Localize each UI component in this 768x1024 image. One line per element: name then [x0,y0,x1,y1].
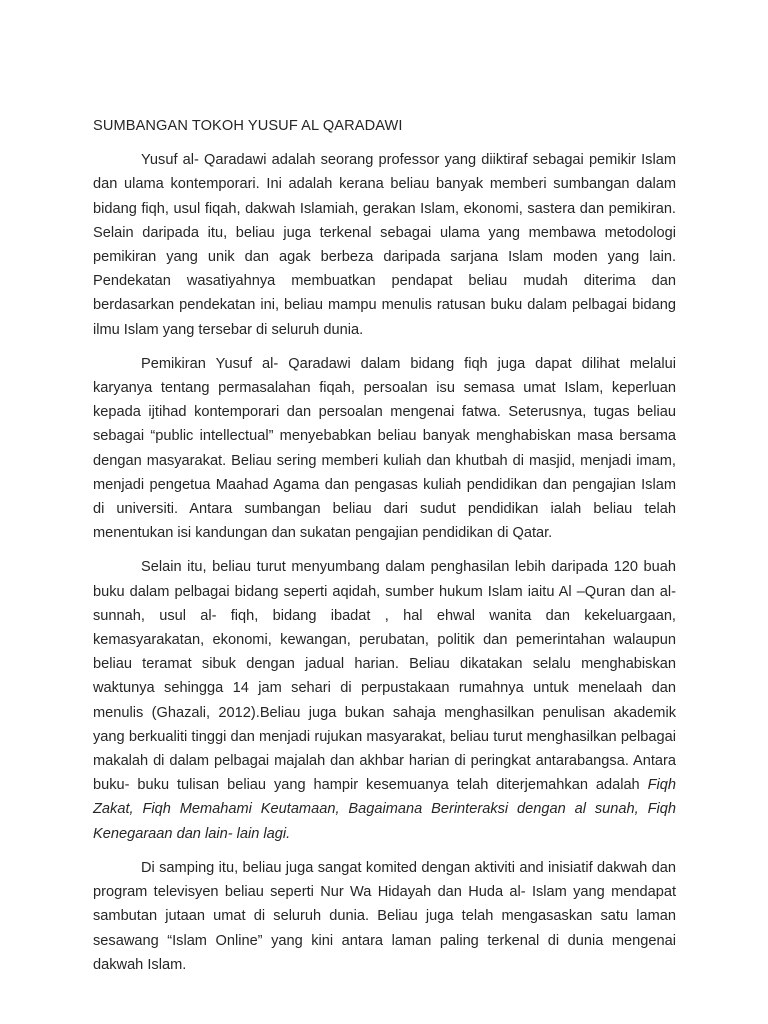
paragraph-3-text: Selain itu, beliau turut menyumbang dalam penghasilan lebih daripada 120 buah buku dalam pelbagai bidang seperti aqidah, sumber hukum Islam iaitu Al –Quran dan al-sunnah, usul al- fiqh, bidang ibadat , hal ehwal wanita dan kekeluargaan, kemasyarakatan, ekonomi, kewangan, perubatan, politik dan pemerintahan walaupun beliau teramat sibuk dengan jadual harian. Beliau dikatakan selalu menghabiskan waktunya sehingga 14 jam sehari di perpustakaan rumahnya untuk menelaah dan menulis (Ghazali, 2012).Beliau juga bukan sahaja menghasilkan penulisan akademik yang berkualiti tinggi dan menjadi rujukan masyarakat, beliau turut menghasilkan pelbagai makalah di dalam pelbagai majalah dan akhbar harian di peringkat antarabangsa. Antara buku- buku tulisan beliau yang hampir kesemuanya telah diterjemahkan adalah [93,559,676,794]
paragraph-4-text: Di samping itu, beliau juga sangat komited dengan aktiviti and inisiatif dakwah dan program televisyen beliau seperti Nur Wa Hidayah dan Huda al- Islam yang mendapat sambutan jutaan umat di seluruh dunia. Beliau juga telah mengasaskan satu laman sesawang “Islam Online” yang kini antara laman paling terkenal di dunia mengenai dakwah Islam. [93,859,676,973]
paragraph-3-book-titles: Fiqh Zakat, Fiqh Memahami Keutamaan, Bagaimana Berinteraksi dengan al sunah, Fiqh Kenegaraan dan lain- lain lagi. [93,777,676,842]
paragraph-2-text: Pemikiran Yusuf al- Qaradawi dalam bidang fiqh juga dapat dilihat melalui karyanya tentang permasalahan fiqah, persoalan isu semasa umat Islam, keperluan kepada ijtihad kontemporari dan persoalan mengenai fatwa. Seterusnya, tugas beliau sebagai “public intellectual” menyebabkan beliau banyak menghabiskan masa bersama dengan masyarakat. Beliau sering memberi kuliah dan khutbah di masjid, menjadi imam, menjadi pengetua Maahad Agama dan pengasas kuliah pendidikan dan pengajian Islam di universiti. Antara sumbangan beliau dari sudut pendidikan ialah beliau telah menentukan isi kandungan dan sukatan pengajian pendidikan di Qatar. [93,355,676,542]
paragraph-1 [93,148,676,342]
document-title: SUMBANGAN TOKOH YUSUF AL QARADAWI [93,118,403,134]
paragraph-4 [93,856,676,977]
paragraph-1-text: Yusuf al- Qaradawi adalah seorang professor yang diiktiraf sebagai pemikir Islam dan ulama kontemporari. Ini adalah kerana beliau banyak memberi sumbangan dalam bidang fiqh, usul fiqah, dakwah Islamiah, gerakan Islam, ekonomi, sastera dan pemikiran. Selain daripada itu, beliau juga terkenal sebagai ulama yang membawa metodologi pemikiran yang unik dan agak berbeza daripada sarjana Islam moden yang lain. Pendekatan wasatiyahnya membuatkan pendapat beliau mudah diterima dan berdasarkan pendekatan ini, beliau mampu menulis ratusan buku dalam pelbagai bidang ilmu Islam yang tersebar di seluruh dunia. [93,152,676,338]
paragraph-3 [93,555,676,845]
document-body [93,114,676,987]
paragraph-2 [93,352,676,546]
